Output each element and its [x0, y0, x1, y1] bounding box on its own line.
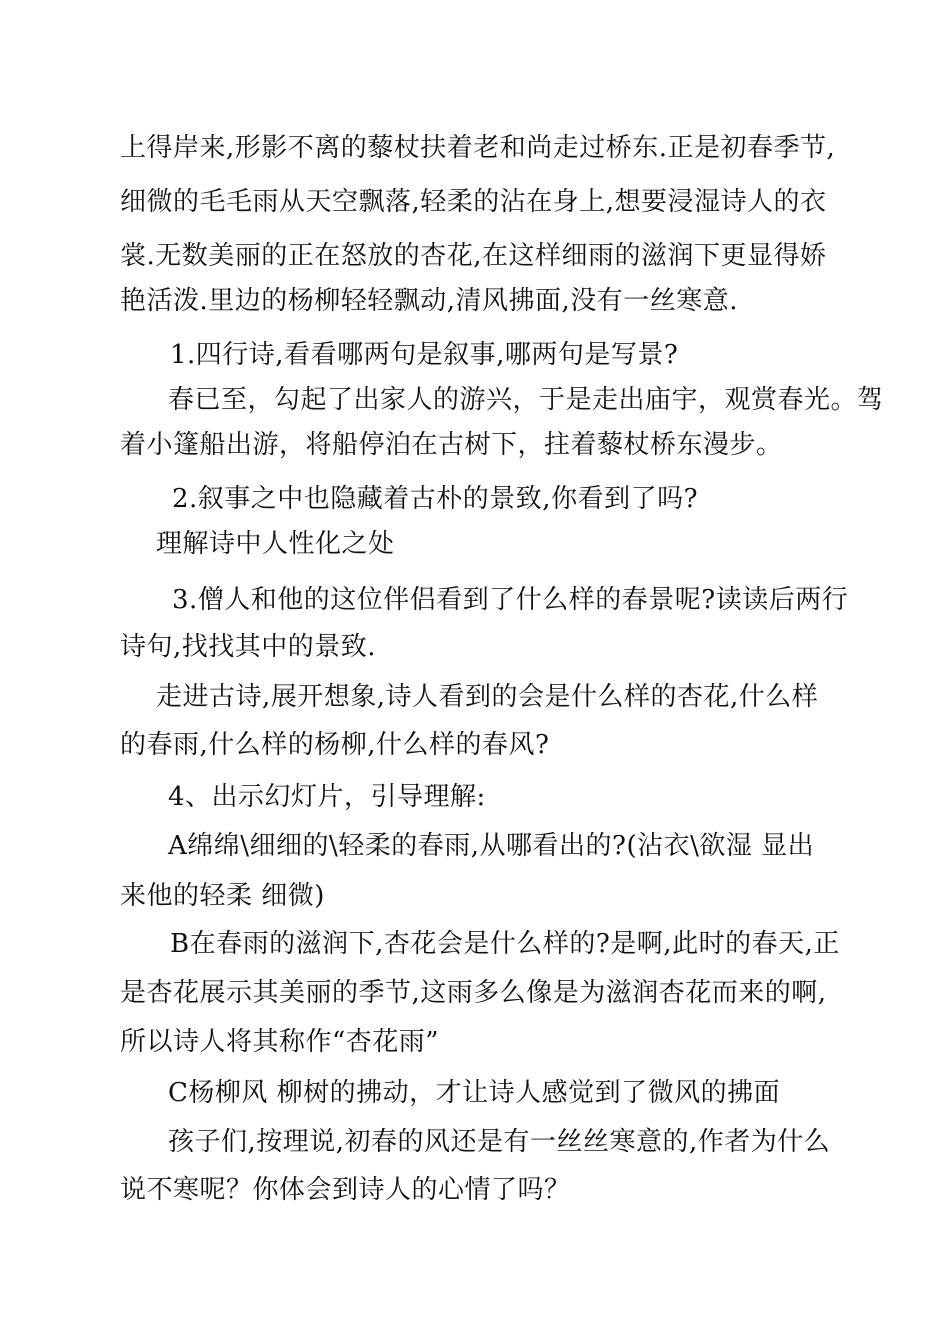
text-line: 说不寒呢？你体会到诗人的心情了吗？	[120, 1175, 571, 1205]
text-line: 艳活泼.里边的杨柳轻轻飘动,清风拂面,没有一丝寒意.	[120, 286, 739, 316]
text-line: 春已至，勾起了出家人的游兴，于是走出庙宇，观赏春光。驾	[168, 385, 884, 415]
text-line: 来他的轻柔 细微)	[120, 881, 325, 911]
text-line: 所以诗人将其称作“杏花雨”	[120, 1027, 440, 1057]
list-item: B在春雨的滋润下,杏花会是什么样的?是啊,此时的春天,正	[170, 929, 840, 959]
list-item: A绵绵\细细的\轻柔的春雨,从哪看出的?(沾衣\欲湿 显出	[168, 831, 815, 861]
text-line: 走进古诗,展开想象,诗人看到的会是什么样的杏花,什么样	[156, 682, 819, 712]
list-item: 1.四行诗,看看哪两句是叙事,哪两句是写景?	[170, 340, 679, 370]
list-item: 3.僧人和他的这位伴侣看到了什么样的春景呢?读读后两行	[172, 585, 849, 615]
text-line: 诗句,找找其中的景致.	[120, 632, 377, 662]
list-item: C杨柳风 柳树的拂动，才让诗人感觉到了微风的拂面	[168, 1078, 781, 1108]
text-line: 上得岸来,形影不离的藜杖扶着老和尚走过桥东.正是初春季节,	[120, 133, 836, 163]
text-line: 是杏花展示其美丽的季节,这雨多么像是为滋润杏花而来的啊,	[120, 978, 827, 1008]
text-line: 细微的毛毛雨从天空飘落,轻柔的沾在身上,想要浸湿诗人的衣	[120, 187, 827, 217]
list-item: 2.叙事之中也隐藏着古朴的景致,你看到了吗?	[172, 484, 699, 514]
text-line: 着小篷船出游，将船停泊在古树下，拄着藜杖桥东漫步。	[120, 430, 783, 460]
list-item: 4、出示幻灯片，引导理解:	[168, 782, 486, 812]
text-line: 的春雨,什么样的杨柳,什么样的春风?	[120, 730, 550, 760]
section-note: 理解诗中人性化之处	[156, 529, 395, 559]
text-line: 裳.无数美丽的正在怒放的杏花,在这样细雨的滋润下更显得娇	[120, 241, 827, 271]
text-line: 孩子们,按理说,初春的风还是有一丝丝寒意的,作者为什么	[168, 1127, 831, 1157]
